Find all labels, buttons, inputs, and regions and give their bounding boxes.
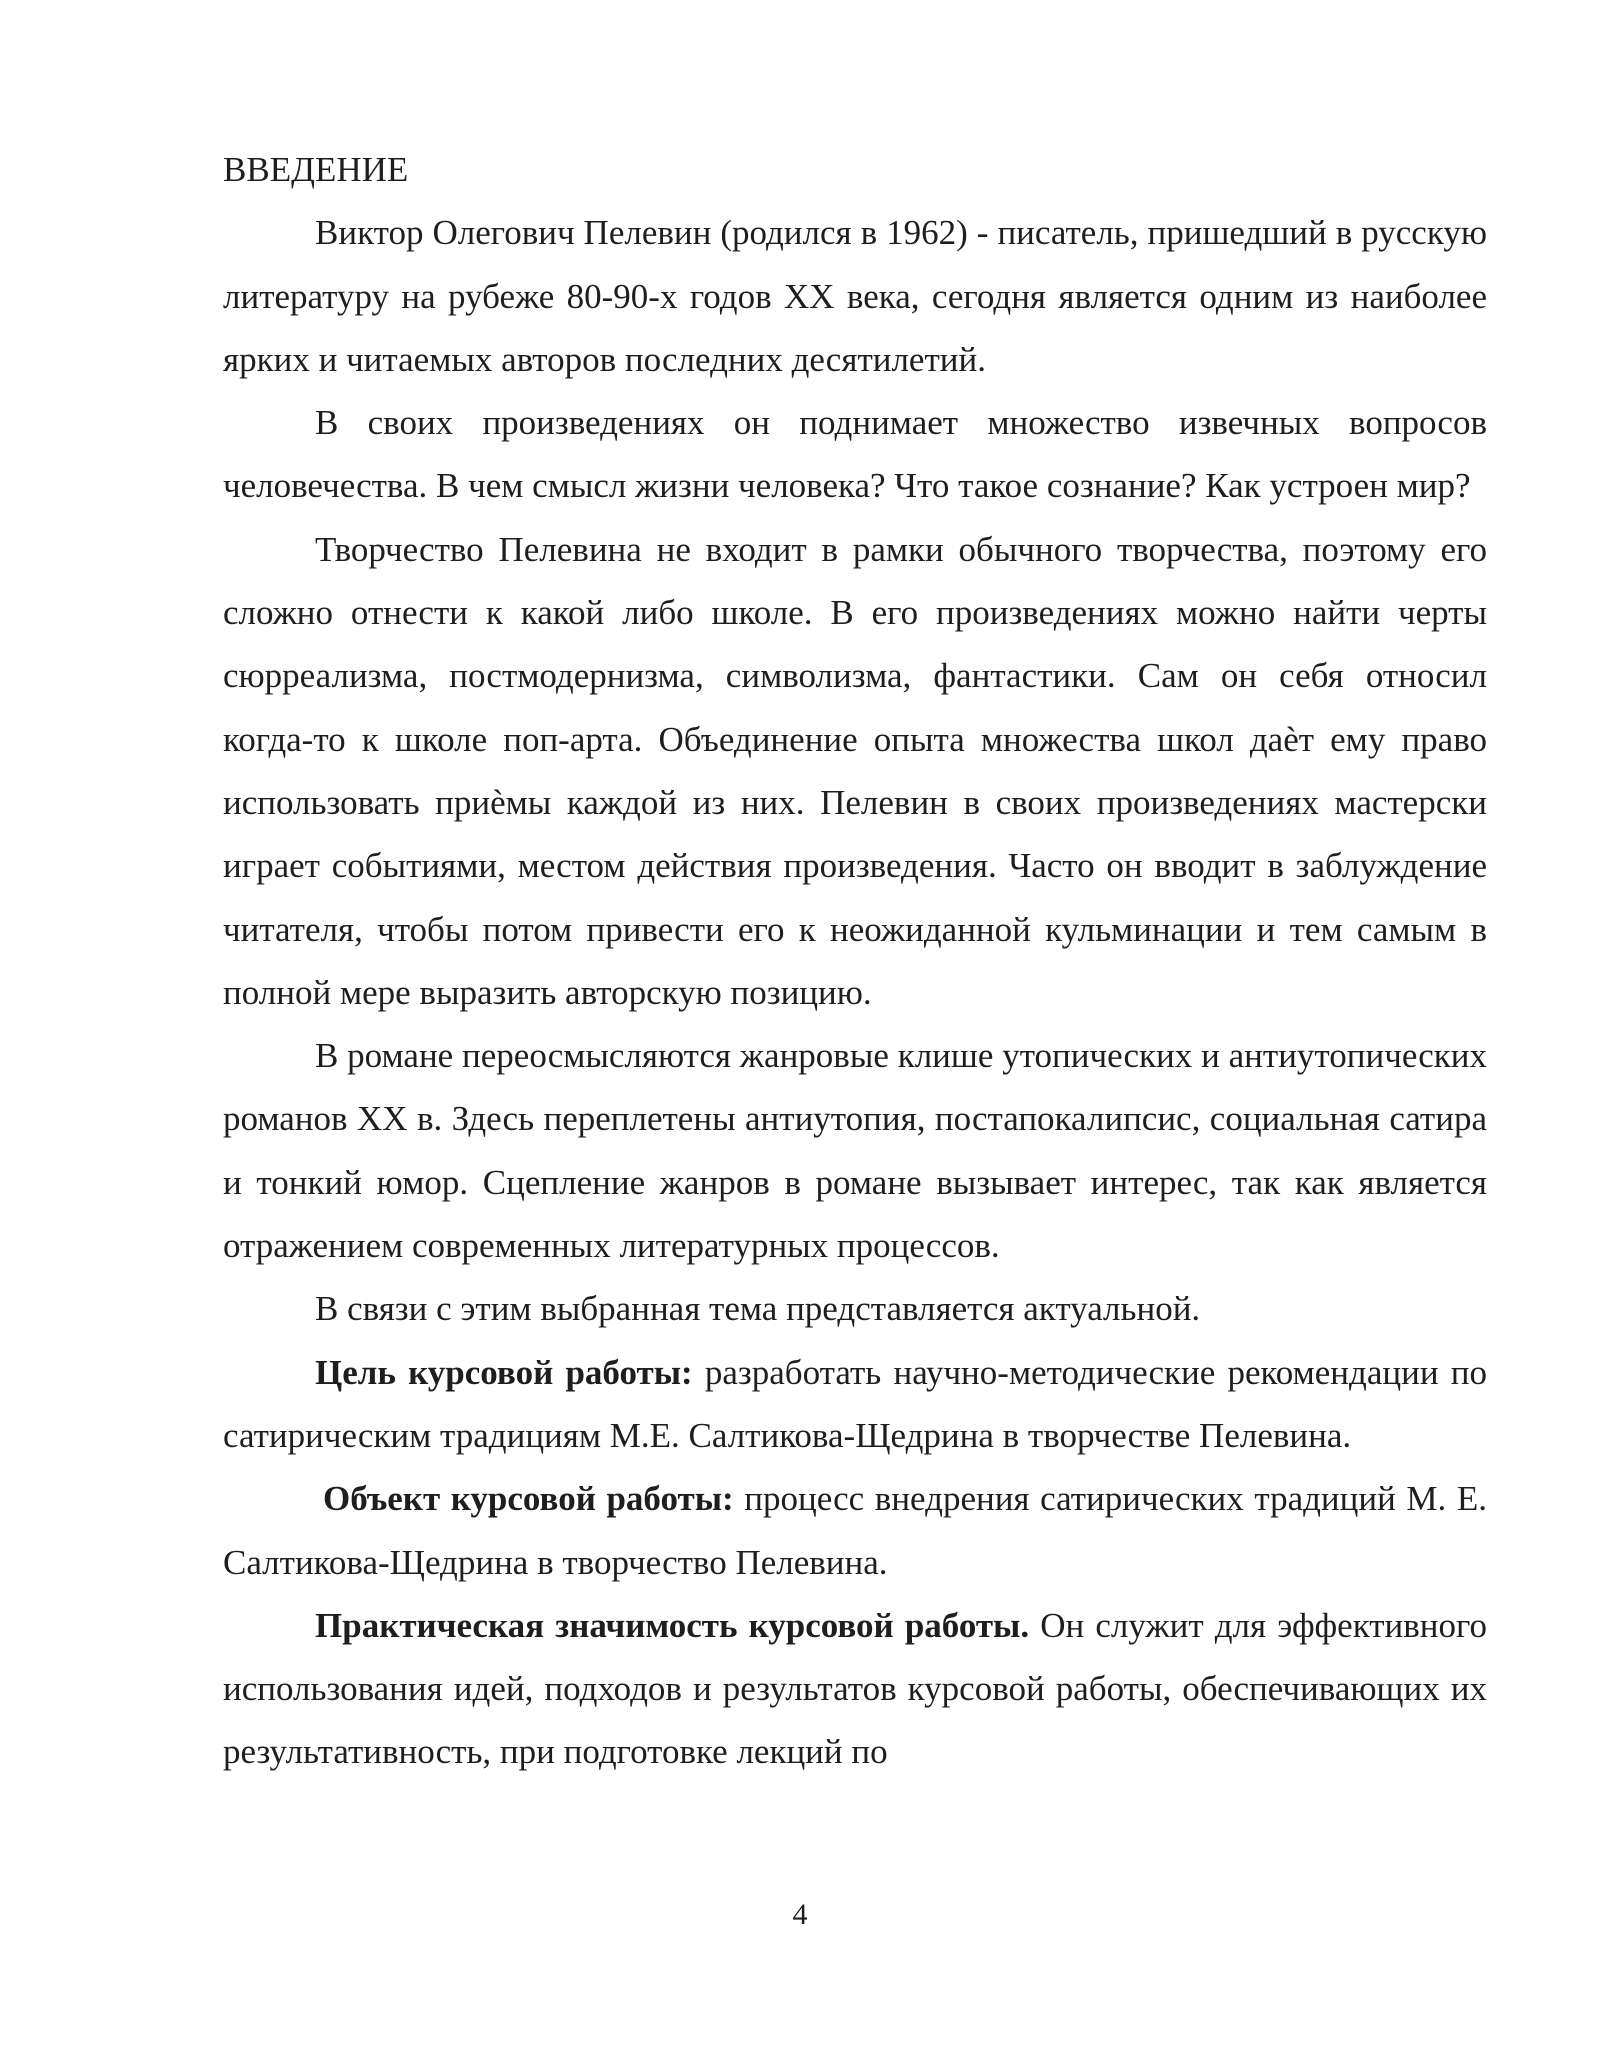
- significance-label: Практическая значимость курсовой работы.: [315, 1605, 1030, 1645]
- paragraph-goal: [223, 1341, 1487, 1468]
- paragraph-genres: В романе переосмысляются жанровые клише утопических и антиутопических романов XX в. Здесь переплетены антиутопия, постапокалипсис, социальная сатира и тонкий юмор. Сцепление жанров в романе вызывает интерес, так как является отражением современных литературных процессов.: [223, 1036, 1487, 1266]
- paragraph-eternal-questions: В своих произведениях он поднимает множество извечных вопросов человечества. В чем смысл жизни человека? Что такое сознание? Как устроен мир?: [223, 403, 1487, 506]
- paragraph-significance: [223, 1594, 1487, 1784]
- paragraph-creativity: Творчество Пелевина не входит в рамки обычного творчества, поэтому его сложно отнести к какой либо школе. В его произведениях можно найти черты сюрреализма, постмодернизма, символизма, фантастики. Сам он себя относил когда-то к школе поп-арта. Объединение опыта множества школ даѐт ему право использовать приѐмы каждой из них. Пелевин в своих произведениях мастерски играет событиями, местом действия произведения. Часто он вводит в заблуждение читателя, чтобы потом привести его к неожиданной кульминации и тем самым в полной мере выразить авторскую позицию.: [223, 529, 1487, 1012]
- paragraph-object: [223, 1467, 1487, 1594]
- paragraph-relevance: В связи с этим выбранная тема представляется актуальной.: [315, 1289, 1201, 1329]
- object-label: Объект курсовой работы:: [323, 1479, 734, 1519]
- significance-text: Он служит для эффективного использования идей, подходов и результатов курсовой работы, обеспечивающих их результативность, при подготовке лекций по: [223, 1605, 1488, 1772]
- page-content: [223, 138, 1487, 1784]
- paragraph-author-intro: Виктор Олегович Пелевин (родился в 1962) - писатель, пришедший в русскую литературу на рубеже 80-90-х годов XX века, сегодня является одним из наиболее ярких и читаемых авторов последних десятилетий.: [223, 213, 1487, 379]
- goal-label: Цель курсовой работы:: [315, 1352, 693, 1392]
- section-heading: ВВЕДЕНИЕ: [223, 150, 409, 189]
- goal-text: разработать научно-методические рекомендации по сатирическим традициям М.Е. Салтикова-Щедрина в творчестве Пелевина.: [223, 1352, 1488, 1455]
- page-number: 4: [792, 1898, 808, 1931]
- object-text: процесс внедрения сатирических традиций М. Е. Салтикова-Щедрина в творчество Пелевина.: [223, 1479, 1488, 1582]
